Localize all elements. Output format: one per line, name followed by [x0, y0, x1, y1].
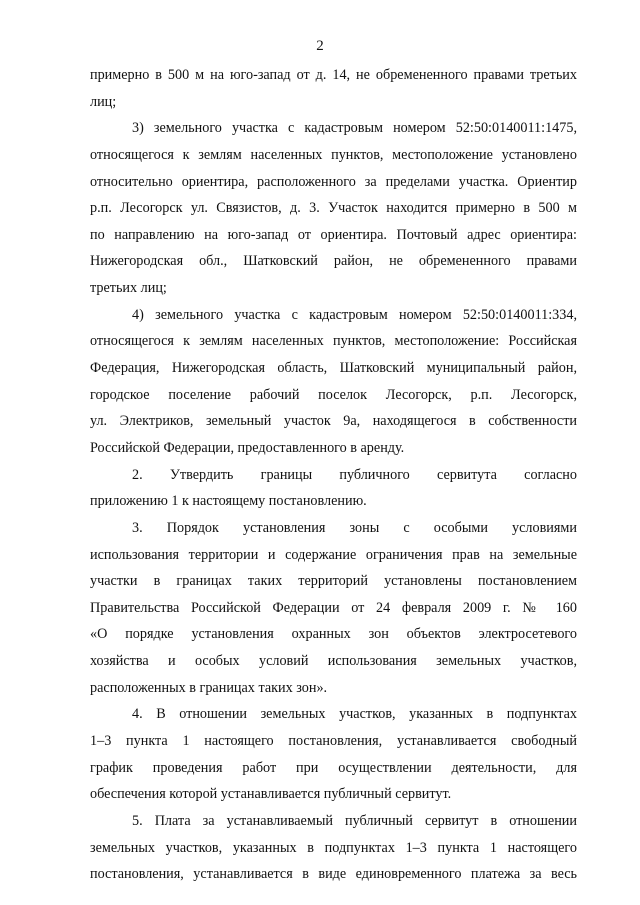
text-line: 4. В отношении земельных участков, указанных в подпунктах [132, 706, 577, 723]
text-line: обеспечения которой устанавливается публичный сервитут. [90, 786, 452, 803]
text-line: городское поселение рабочий поселок Лесогорск, р.п. Лесогорск, [90, 386, 577, 403]
text-line: Нижегородская обл., Шатковский район, не обремененного правами [90, 253, 577, 270]
text-line: график проведения работ при осуществлении деятельности, для [90, 759, 577, 776]
text-line: 5. Плата за устанавливаемый публичный сервитут в отношении [132, 812, 577, 829]
text-line: использования территории и содержание ограничения прав на земельные [90, 546, 577, 563]
text-line: 2. Утвердить границы публичного сервитута согласно [132, 466, 577, 483]
text-line: по направлению на юго-запад от ориентира. Почтовый адрес ориентира: [90, 226, 577, 243]
text-line: 3) земельного участка с кадастровым номером 52:50:0140011:1475, [132, 120, 577, 137]
text-line: постановления, устанавливается в виде единовременного платежа за весь [90, 866, 577, 883]
text-line: третьих лиц; [90, 280, 167, 297]
text-line: Российской Федерации, предоставленного в аренду. [90, 439, 405, 456]
text-line: относящегося к землям населенных пунктов, местоположение: Российская [90, 333, 577, 350]
text-line: лиц; [90, 93, 117, 110]
text-line: р.п. Лесогорск ул. Связистов, д. 3. Участок находится примерно в 500 м [90, 200, 577, 217]
page-number: 2 [316, 38, 324, 54]
text-line: 4) земельного участка с кадастровым номером 52:50:0140011:334, [132, 306, 577, 323]
text-line: относящегося к землям населенных пунктов, местоположение установлено [90, 146, 577, 163]
text-line: «О порядке установления охранных зон объектов электросетевого [90, 626, 577, 643]
text-line: приложению 1 к настоящему постановлению. [90, 493, 367, 510]
text-line: участки в границах таких территорий установлены постановлением [90, 573, 577, 590]
text-line: 3. Порядок установления зоны с особыми условиями [132, 519, 577, 536]
text-line: примерно в 500 м на юго-запад от д. 14, не обремененного правами третьих [90, 67, 577, 83]
text-line: расположенных в границах таких зон». [90, 679, 328, 696]
text-line: Федерация, Нижегородская область, Шатковский муниципальный район, [90, 360, 577, 377]
text-line: ул. Электриков, земельный участок 9а, находящегося в собственности [90, 413, 577, 430]
text-line: относительно ориентира, расположенного за пределами участка. Ориентир [90, 173, 577, 190]
text-line: 1–3 пункта 1 настоящего постановления, устанавливается свободный [90, 733, 577, 750]
text-line: земельных участков, указанных в подпунктах 1–3 пункта 1 настоящего [90, 839, 577, 856]
text-line: хозяйства и особых условий использования земельных участков, [90, 653, 577, 670]
document-body [90, 62, 577, 888]
text-line: Правительства Российской Федерации от 24 февраля 2009 г. № 160 [90, 599, 577, 616]
